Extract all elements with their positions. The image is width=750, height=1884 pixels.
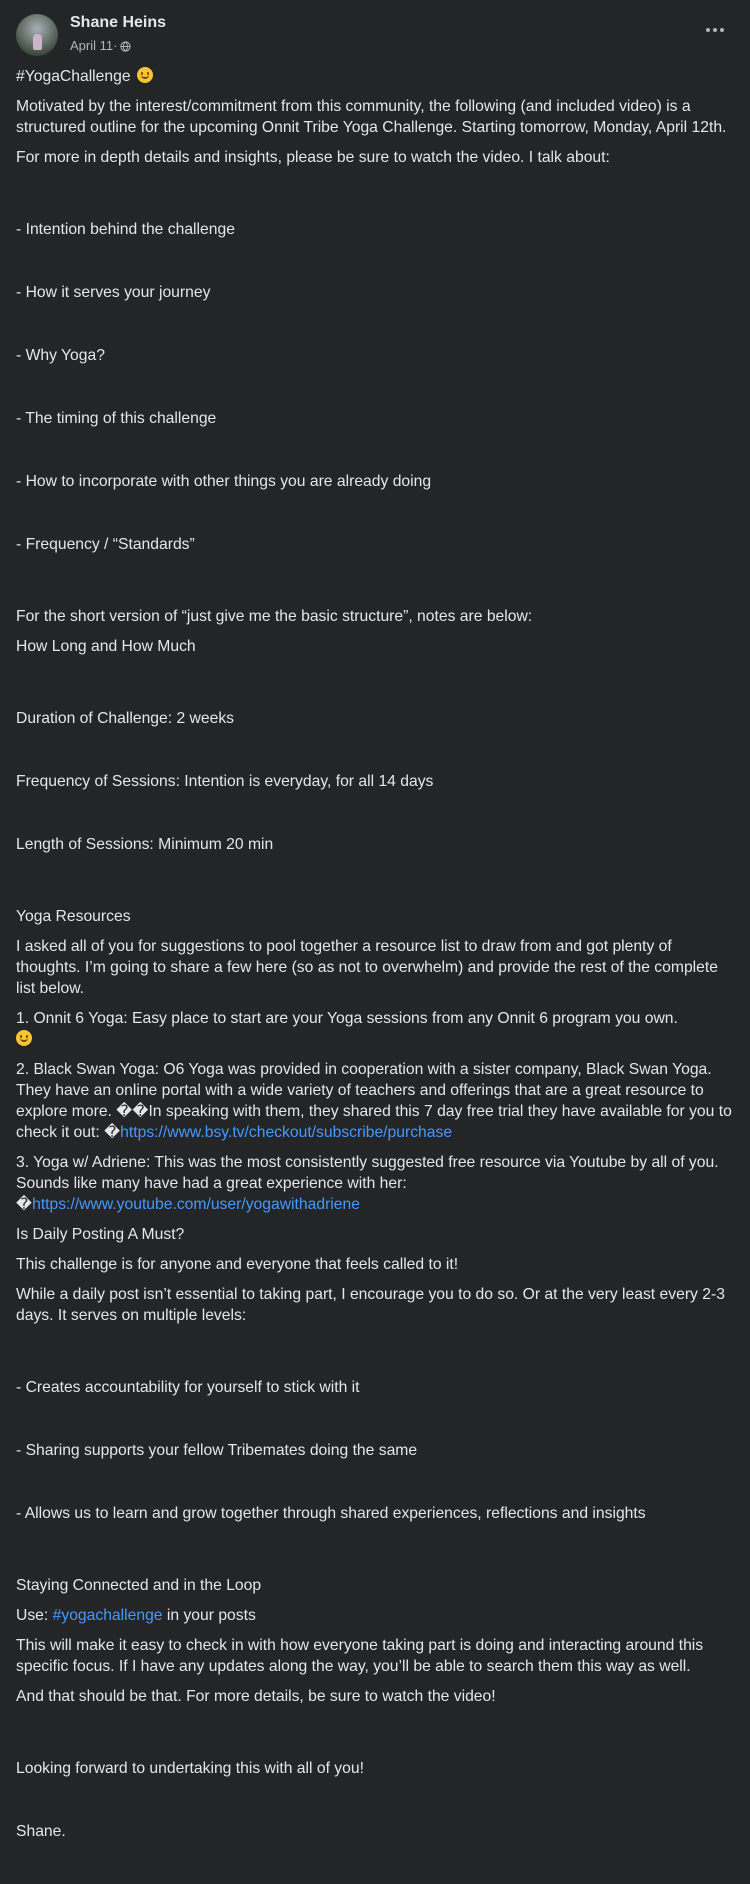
avatar[interactable] (16, 14, 58, 56)
post-subline (70, 37, 166, 55)
section-heading-how-long: How Long and How Much (16, 638, 196, 655)
youtube-adriene-link[interactable]: https://www.youtube.com/user/yogawithadriene (32, 1196, 360, 1213)
list-item: - How it serves your journey (16, 284, 211, 301)
smile-emoji-icon (137, 67, 153, 83)
signoff: Shane. (16, 1823, 66, 1840)
post-header (16, 10, 734, 66)
yogachallenge-hashtag-link[interactable]: #yogachallenge (52, 1607, 163, 1624)
resource-3: 3. Yoga w/ Adriene: This was the most consistently suggested free resource via Youtube by all of you. Sounds like many have had a great experience with her: �https://www.youtube.com/user/yogawithadriene (16, 1154, 723, 1213)
bsy-trial-link[interactable]: https://www.bsy.tv/checkout/subscribe/purchase (120, 1124, 453, 1141)
structure-details (16, 666, 734, 897)
post-body (16, 66, 737, 1884)
post-meta (70, 13, 166, 55)
topics-list (16, 177, 734, 597)
smile-emoji-icon (16, 1030, 32, 1046)
duration-text: Duration of Challenge: 2 weeks (16, 710, 235, 727)
closing-text-1: And that should be that. For more details, be sure to watch the video! (16, 1688, 496, 1705)
length-text: Length of Sessions: Minimum 20 min (16, 836, 274, 853)
resources-intro: I asked all of you for suggestions to pool together a resource list to draw from and got plenty of thoughts. I’m going to share a few here (so as not to overwhelm) and provide the rest of the complete list below. (16, 938, 723, 997)
frequency-text: Frequency of Sessions: Intention is everyday, for all 14 days (16, 773, 434, 790)
closing-text-2: Looking forward to undertaking this with all of you! (16, 1760, 364, 1777)
section-heading-resources: Yoga Resources (16, 908, 131, 925)
post-hashtag-title: #YogaChallenge (16, 66, 734, 87)
details-intro: For more in depth details and insights, please be sure to watch the video. I talk about: (16, 149, 610, 166)
post-date[interactable]: April 11 (70, 38, 114, 53)
section-heading-daily: Is Daily Posting A Must? (16, 1226, 185, 1243)
closing-block (16, 1716, 734, 1884)
benefits-list (16, 1335, 734, 1566)
connected-text: This will make it easy to check in with how everyone taking part is doing and interacting around this specific focus. If I have any updates along the way, you’ll be able to search them this way as well. (16, 1637, 708, 1675)
list-item: - Frequency / “Standards” (16, 536, 195, 553)
globe-icon (120, 41, 131, 52)
daily-text-1: This challenge is for anyone and everyone that feels called to it! (16, 1256, 459, 1273)
author-name[interactable]: Shane Heins (70, 14, 167, 31)
separator: · (113, 38, 118, 53)
use-hashtag-line: Use: #yogachallenge in your posts (16, 1607, 256, 1624)
short-version-text: For the short version of “just give me the basic structure”, notes are below: (16, 608, 533, 625)
daily-text-2: While a daily post isn’t essential to taking part, I encourage you to do so. Or at the very least every 2-3 days. It serves on multiple levels: (16, 1286, 730, 1324)
list-item: - Creates accountability for yourself to stick with it (16, 1379, 360, 1396)
list-item: - Sharing supports your fellow Tribemates doing the same (16, 1442, 418, 1459)
list-item: - Intention behind the challenge (16, 221, 235, 238)
list-item: - The timing of this challenge (16, 410, 217, 427)
list-item: - Why Yoga? (16, 347, 105, 364)
list-item: - How to incorporate with other things you are already doing (16, 473, 432, 490)
list-item: - Allows us to learn and grow together through shared experiences, reflections and insights (16, 1505, 646, 1522)
more-options-icon[interactable] (700, 18, 730, 42)
resource-1: 1. Onnit 6 Yoga: Easy place to start are your Yoga sessions from any Onnit 6 program you own. (16, 1008, 734, 1050)
section-heading-connected: Staying Connected and in the Loop (16, 1577, 262, 1594)
resource-2: 2. Black Swan Yoga: O6 Yoga was provided in cooperation with a sister company, Black Swan Yoga. They have an online portal with a wide variety of teachers and offerings that are a great resource to explore more. ��In speaking with them, they shared this 7 day free trial they have available for you to check it out: �https://www.bsy.tv/checkout/subscribe/purchase (16, 1061, 737, 1141)
intro-text: Motivated by the interest/commitment from this community, the following (and included video) is a structured outline for the upcoming Onnit Tribe Yoga Challenge. Starting tomorrow, Monday, April 12th. (16, 98, 727, 136)
